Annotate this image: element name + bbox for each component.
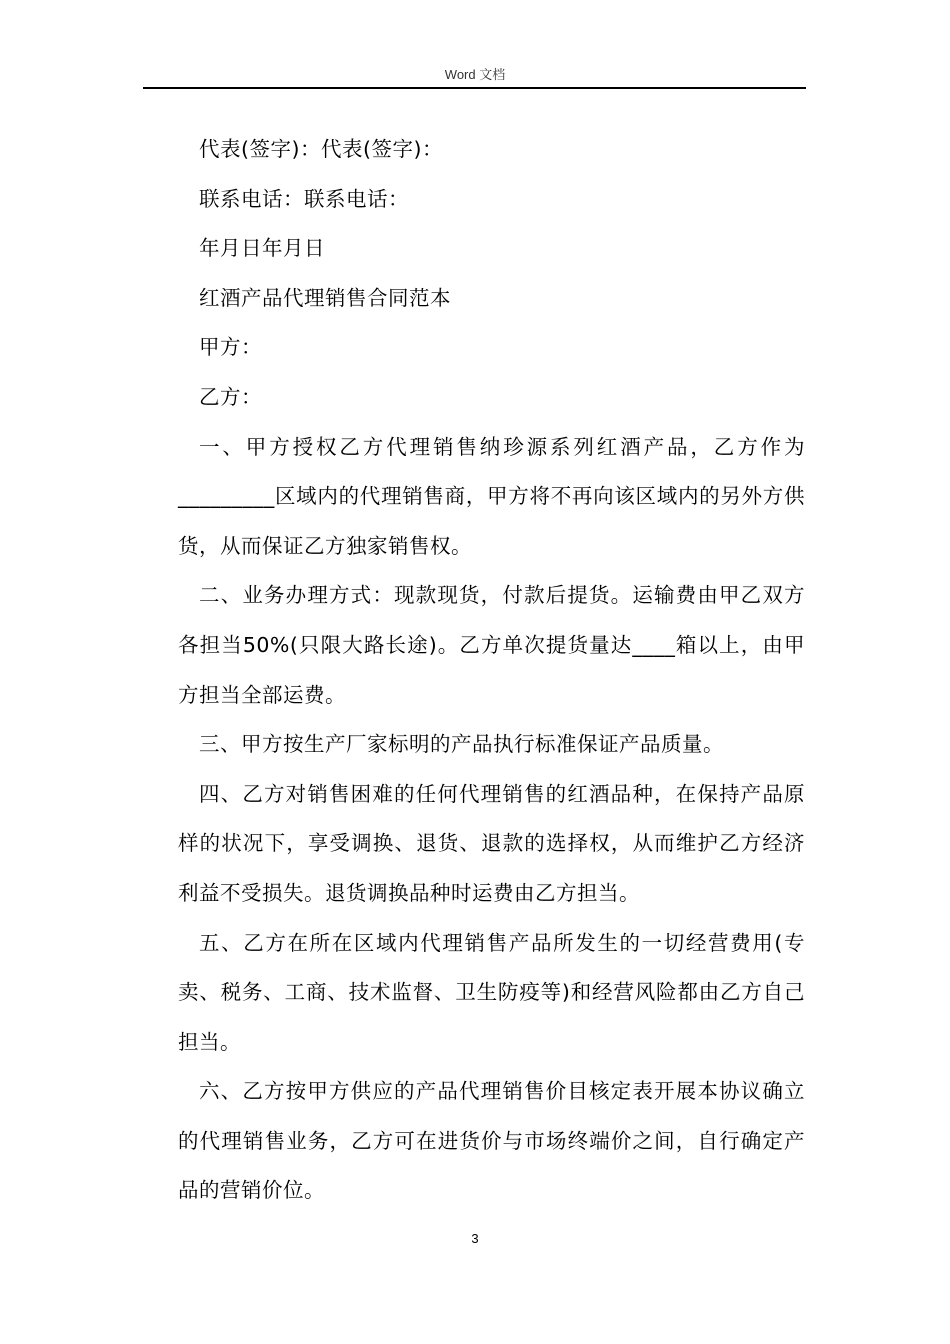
date-line: 年月日年月日 — [199, 236, 325, 261]
header-divider — [143, 87, 806, 89]
clause-5: 五、乙方在所在区域内代理销售产品所发生的一切经营费用(专卖、税务、工商、技术监督、卫生防疫等)和经营风险都由乙方自己担当。 — [178, 930, 805, 1054]
party-b-line: 乙方： — [199, 384, 262, 409]
page-header: Word 文档 — [444, 67, 506, 82]
page-number: 3 — [471, 1231, 479, 1246]
clause-3: 三、甲方按生产厂家标明的产品执行标准保证产品质量。 — [199, 732, 724, 757]
clause-4: 四、乙方对销售困难的任何代理销售的红酒品种，在保持产品原样的状况下，享受调换、退货、退款的选择权，从而维护乙方经济利益不受损失。退货调换品种时运费由乙方担当。 — [178, 781, 805, 905]
document-body — [178, 125, 805, 1216]
signature-line: 代表(签字)：代表(签字)： — [199, 137, 443, 161]
clause-1: 一、甲方授权乙方代理销售纳珍源系列红酒产品，乙方作为_________区域内的代理销售商，甲方将不再向该区域内的另外方供货，从而保证乙方独家销售权。 — [178, 434, 805, 558]
contact-phone-line: 联系电话：联系电话： — [199, 186, 409, 211]
party-a-line: 甲方： — [199, 335, 262, 360]
contract-title: 红酒产品代理销售合同范本 — [199, 285, 451, 310]
clause-2: 二、业务办理方式：现款现货，付款后提货。运输费由甲乙双方各担当50%(只限大路长途)。乙方单次提货量达____箱以上，由甲方担当全部运费。 — [178, 583, 805, 707]
clause-6: 六、乙方按甲方供应的产品代理销售价目核定表开展本协议确立的代理销售业务，乙方可在进货价与市场终端价之间，自行确定产品的营销价位。 — [178, 1079, 805, 1203]
